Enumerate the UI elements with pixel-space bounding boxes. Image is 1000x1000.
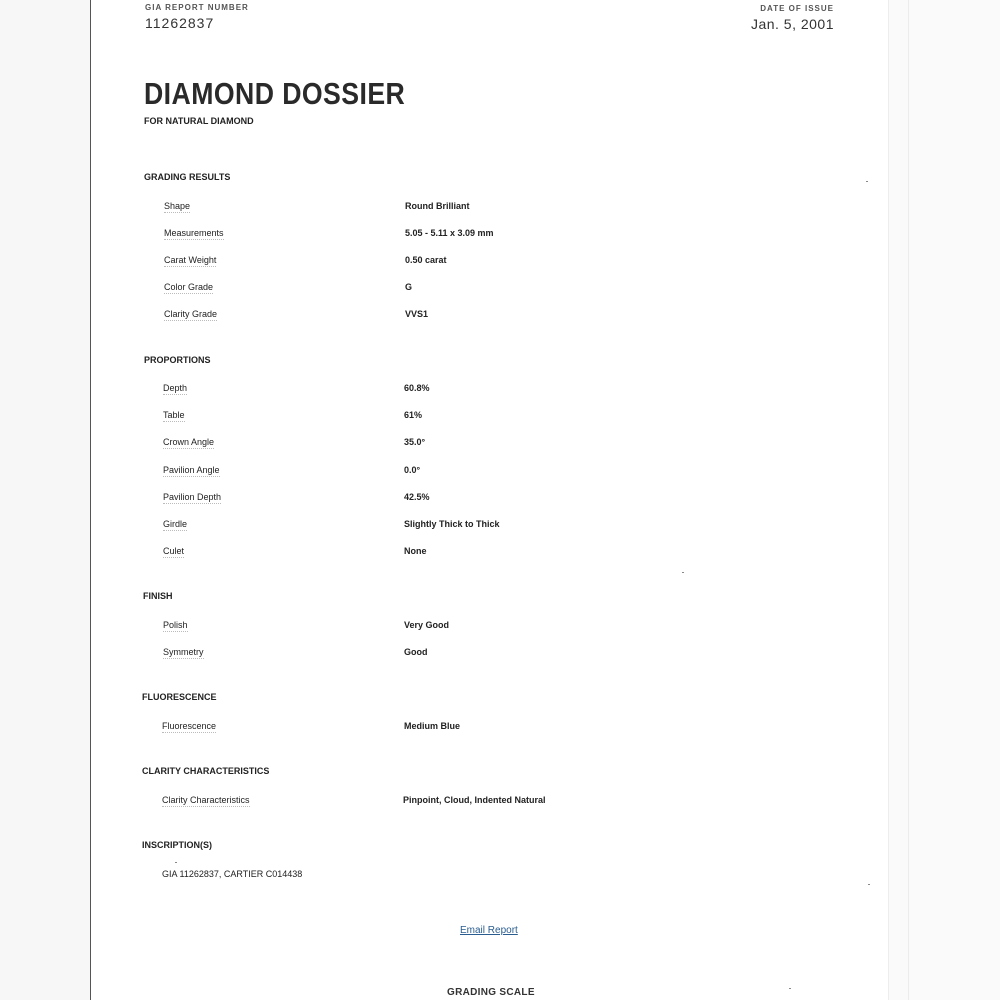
date-of-issue-label: DATE OF ISSUE	[760, 4, 834, 13]
row-label: Clarity Grade	[164, 309, 218, 319]
row-value: 0.0°	[404, 465, 421, 475]
row-value: 60.8%	[404, 383, 430, 393]
row-value: Round Brilliant	[405, 201, 470, 211]
row-value: G	[405, 282, 413, 292]
grading-scale-heading: GRADING SCALE	[447, 987, 535, 998]
grading-row-clarity-grade	[0, 309, 900, 323]
row-label: Symmetry	[163, 647, 204, 657]
report-number: 11262837	[145, 15, 215, 31]
report-number-label: GIA REPORT NUMBER	[145, 3, 249, 12]
proportions-row-crown-angle	[0, 437, 900, 451]
row-label: Crown Angle	[163, 437, 215, 447]
section-heading-grading-results: GRADING RESULTS	[144, 172, 231, 182]
document-title: DIAMOND DOSSIER	[144, 76, 406, 111]
proportions-row-girdle	[0, 519, 900, 533]
grading-row-measurements	[0, 228, 900, 242]
section-heading-finish: FINISH	[143, 591, 173, 601]
row-label: Carat Weight	[164, 255, 217, 265]
proportions-row-culet	[0, 546, 900, 560]
date-of-issue: Jan. 5, 2001	[750, 16, 834, 32]
fluorescence-row	[0, 721, 900, 735]
scan-speck	[175, 862, 177, 863]
grading-row-carat-weight	[0, 255, 900, 269]
grading-row-shape	[0, 201, 900, 215]
row-label: Culet	[163, 546, 185, 556]
row-value: 5.05 - 5.11 x 3.09 mm	[405, 228, 494, 238]
section-heading-proportions: PROPORTIONS	[144, 355, 211, 365]
row-value: VVS1	[405, 309, 429, 319]
row-value: Medium Blue	[404, 721, 461, 731]
row-label: Shape	[164, 201, 191, 211]
document-subtitle: FOR NATURAL DIAMOND	[144, 116, 254, 126]
proportions-row-depth	[0, 383, 900, 397]
row-value: Slightly Thick to Thick	[404, 519, 500, 529]
scan-speck	[868, 884, 870, 885]
row-value: 35.0°	[404, 437, 426, 447]
section-heading-clarity-characteristics: CLARITY CHARACTERISTICS	[142, 766, 270, 776]
row-value: 0.50 carat	[405, 255, 447, 265]
row-label: Color Grade	[164, 282, 214, 292]
finish-row-polish	[0, 620, 900, 634]
grading-row-color-grade	[0, 282, 900, 296]
page-edge-right-outer	[908, 0, 909, 1000]
scan-speck	[789, 988, 791, 989]
row-label: Girdle	[163, 519, 188, 529]
scan-speck	[682, 572, 684, 573]
row-label: Fluorescence	[162, 721, 217, 731]
row-value: Good	[404, 647, 428, 657]
row-value: None	[404, 546, 427, 556]
row-value: 42.5%	[404, 492, 430, 502]
row-label: Pavilion Depth	[163, 492, 222, 502]
scan-speck	[866, 181, 868, 182]
section-heading-fluorescence: FLUORESCENCE	[142, 692, 217, 702]
row-label: Polish	[163, 620, 188, 630]
row-label: Measurements	[164, 228, 224, 238]
row-label: Depth	[163, 383, 188, 393]
proportions-row-table	[0, 410, 900, 424]
row-value: Very Good	[404, 620, 450, 630]
row-label: Table	[163, 410, 185, 420]
row-value: 61%	[404, 410, 423, 420]
row-label: Pavilion Angle	[163, 465, 220, 475]
row-label: Clarity Characteristics	[162, 795, 250, 805]
email-report-link[interactable]: Email Report	[460, 925, 518, 936]
proportions-row-pavilion-depth	[0, 492, 900, 506]
inscription-text: GIA 11262837, CARTIER C014438	[162, 869, 303, 879]
proportions-row-pavilion-angle	[0, 465, 900, 479]
scan-margin-right	[888, 0, 1000, 1000]
finish-row-symmetry	[0, 647, 900, 661]
clarity-characteristics-row	[0, 795, 900, 809]
row-value: Pinpoint, Cloud, Indented Natural	[403, 795, 546, 805]
section-heading-inscriptions: INSCRIPTION(S)	[142, 840, 213, 850]
